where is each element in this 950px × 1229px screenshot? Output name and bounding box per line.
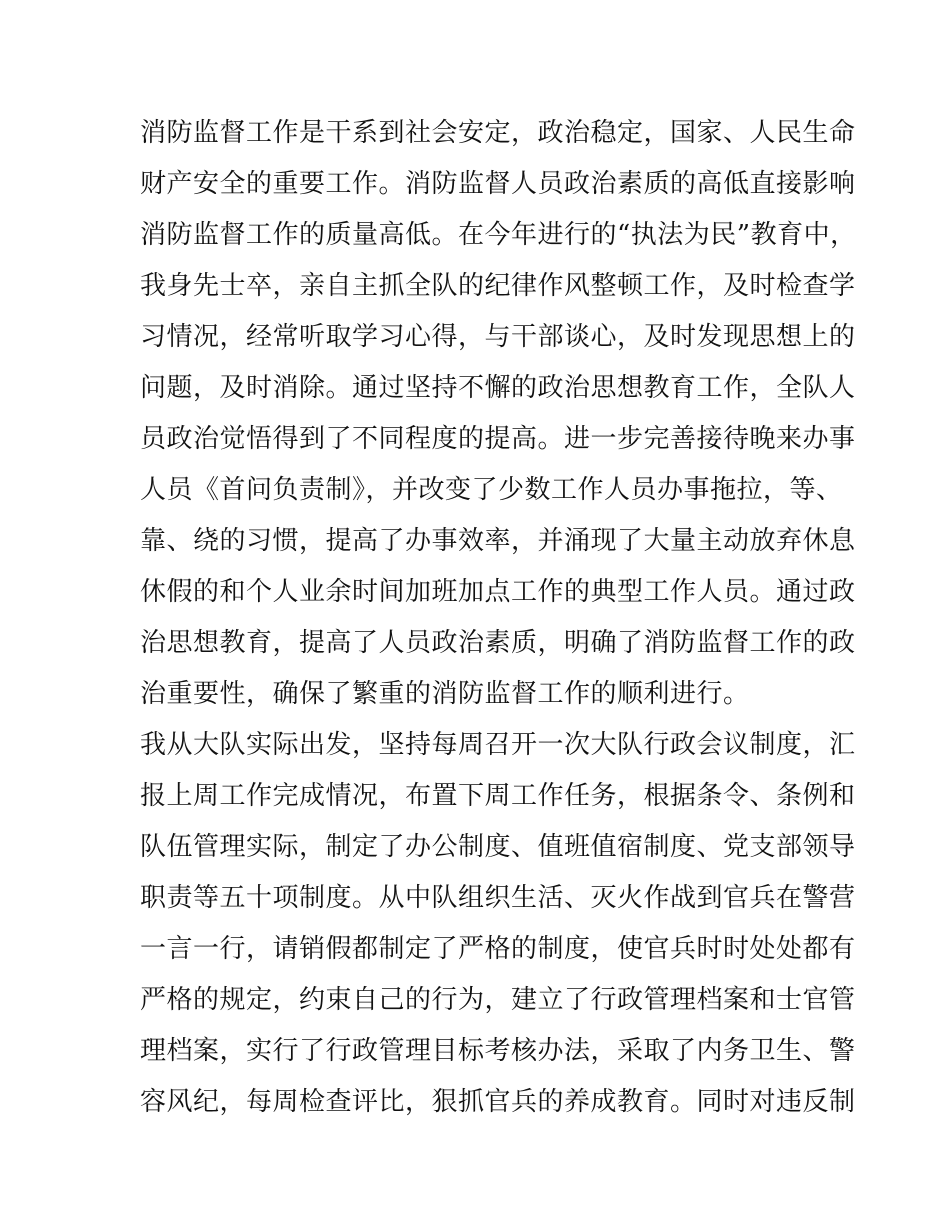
text-line: 消防监督工作是干系到社会安定，政治稳定，国家、人民生命 [140,118,856,148]
text-line: 队伍管理实际，制定了办公制度、值班值宿制度、党支部领导 [140,832,856,862]
text-line: 财产安全的重要工作。消防监督人员政治素质的高低直接影响 [140,169,856,199]
text-line: 理档案，实行了行政管理目标考核办法，采取了内务卫生、警 [140,1036,856,1066]
text-line: 员政治觉悟得到了不同程度的提高。进一步完善接待晚来办事 [140,424,856,454]
text-line: 我身先士卒，亲自主抓全队的纪律作风整顿工作，及时检查学 [140,271,856,301]
body-text [140,108,857,1128]
text-line: 问题，及时消除。通过坚持不懈的政治思想教育工作，全队人 [140,373,856,403]
text-line: 一言一行，请销假都制定了严格的制度，使官兵时时处处都有 [140,934,856,964]
text-line: 职责等五十项制度。从中队组织生活、灭火作战到官兵在警营 [140,883,856,913]
text-line: 我从大队实际出发，坚持每周召开一次大队行政会议制度，汇 [140,730,856,760]
text-line: 治思想教育，提高了人员政治素质，明确了消防监督工作的政 [140,628,856,658]
text-line: 报上周工作完成情况，布置下周工作任务，根据条令、条例和 [140,781,856,811]
text-line: 严格的规定，约束自己的行为，建立了行政管理档案和士官管 [140,985,856,1015]
text-line: 靠、绕的习惯，提高了办事效率，并涌现了大量主动放弃休息 [140,526,856,556]
text-line: 容风纪，每周检查评比，狠抓官兵的养成教育。同时对违反制 [140,1087,856,1117]
text-line: 人员《首问负责制》，并改变了少数工作人员办事拖拉，等、 [140,475,843,505]
text-line: 消防监督工作的质量高低。在今年进行的“执法为民”教育中， [140,220,857,250]
text-line: 治重要性，确保了繁重的消防监督工作的顺利进行。 [140,679,750,709]
text-line: 习情况，经常听取学习心得，与干部谈心，及时发现思想上的 [140,322,856,352]
text-line: 休假的和个人业余时间加班加点工作的典型工作人员。通过政 [140,577,856,607]
